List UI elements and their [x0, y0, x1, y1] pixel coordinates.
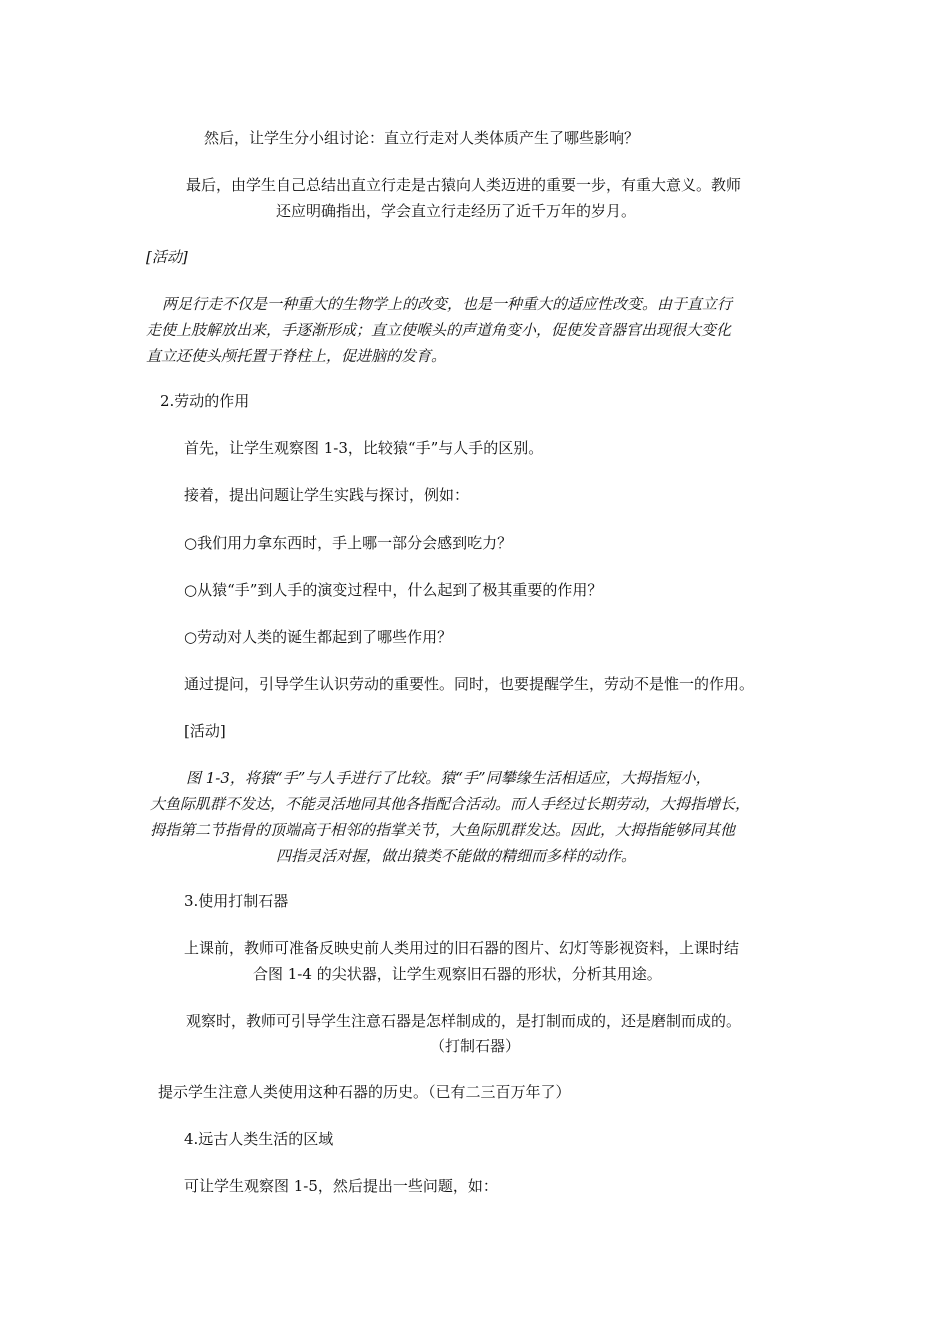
paragraph-line: 然后，让学生分小组讨论：直立行走对人类体质产生了哪些影响？ — [204, 129, 640, 147]
paragraph-line: 可让学生观察图 1-5，然后提出一些问题，如： — [184, 1177, 498, 1195]
activity-line: 图 1-3，将猿“手”与人手进行了比较。猿“手”同攀缘生活相适应，大拇指短小， — [186, 769, 711, 787]
paragraph-line: （打制石器） — [430, 1037, 521, 1055]
activity-line: 拇指第二节指骨的顶端高于相邻的指掌关节，大鱼际肌群发达。因此，大拇指能够同其他 — [150, 821, 736, 839]
section-heading: 2.劳动的作用 — [160, 392, 250, 410]
activity-label: [活动] — [184, 722, 226, 740]
paragraph-line: 通过提问，引导学生认识劳动的重要性。同时，也要提醒学生，劳动不是惟一的作用。 — [184, 675, 755, 693]
paragraph-line: 首先，让学生观察图 1-3，比较猿“手”与人手的区别。 — [184, 439, 544, 457]
section-heading: 4.远古人类生活的区域 — [184, 1130, 334, 1148]
paragraph-line: 上课前，教师可准备反映史前人类用过的旧石器的图片、幻灯等影视资料，上课时结 — [184, 939, 740, 957]
paragraph-line: 提示学生注意人类使用这种石器的历史。（已有二三百万年了） — [158, 1083, 571, 1101]
question-item: ○我们用力拿东西时，手上哪一部分会感到吃力？ — [184, 534, 513, 552]
activity-line: 大鱼际肌群不发达，不能灵活地同其他各指配合活动。而人手经过长期劳动，大拇指增长， — [150, 795, 751, 813]
activity-line: 走使上肢解放出来，手逐渐形成；直立使喉头的声道角变小，促使发音器官出现很大变化 — [146, 321, 732, 339]
activity-line: 直立还使头颅托置于脊柱上，促进脑的发育。 — [146, 347, 447, 365]
question-item: ○劳动对人类的诞生都起到了哪些作用？ — [184, 628, 453, 646]
paragraph-line: 观察时，教师可引导学生注意石器是怎样制成的，是打制而成的，还是磨制而成的。 — [186, 1012, 742, 1030]
activity-line: 四指灵活对握，做出猿类不能做的精细而多样的动作。 — [276, 847, 637, 865]
paragraph-line: 最后，由学生自己总结出直立行走是古猿向人类迈进的重要一步，有重大意义。教师 — [186, 176, 742, 194]
question-item: ○从猿“手”到人手的演变过程中，什么起到了极其重要的作用？ — [184, 581, 603, 599]
paragraph-line: 还应明确指出，学会直立行走经历了近千万年的岁月。 — [276, 202, 637, 220]
activity-line: 两足行走不仅是一种重大的生物学上的改变，也是一种重大的适应性改变。由于直立行 — [162, 295, 733, 313]
section-heading: 3.使用打制石器 — [184, 892, 289, 910]
activity-label: [活动] — [146, 248, 188, 266]
paragraph-line: 接着，提出问题让学生实践与探讨，例如： — [184, 486, 470, 504]
paragraph-line: 合图 1-4 的尖状器，让学生观察旧石器的形状，分析其用途。 — [253, 965, 662, 983]
